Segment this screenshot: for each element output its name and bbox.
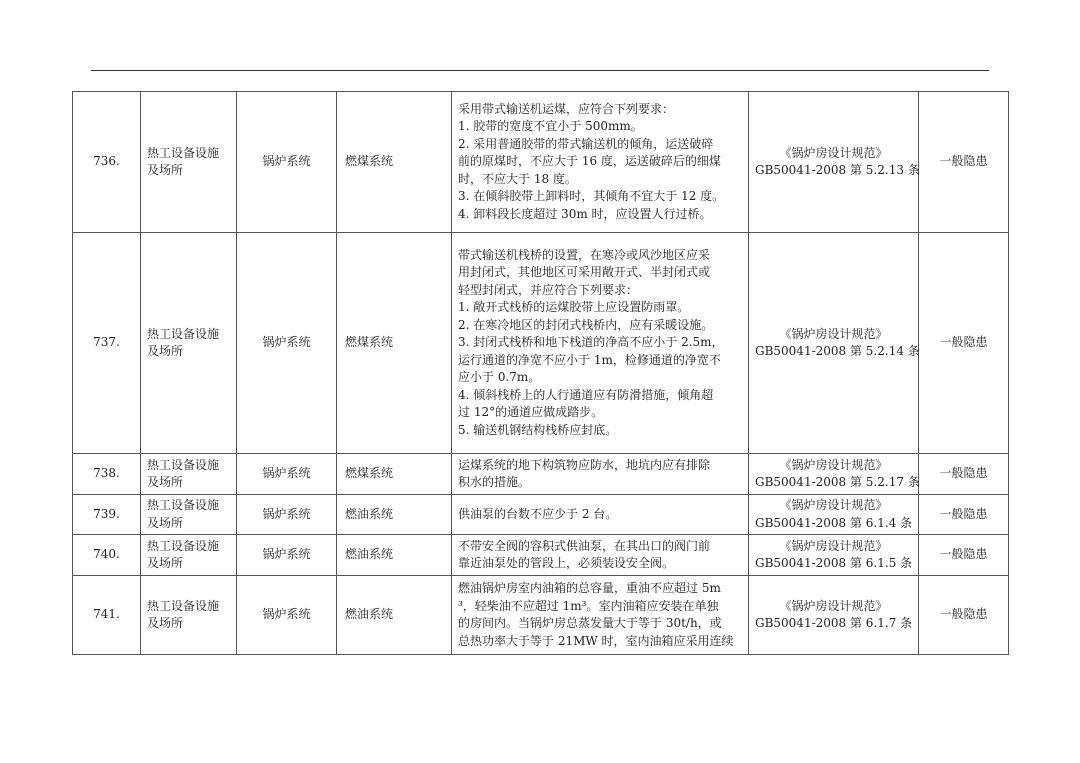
category-cell	[141, 454, 237, 495]
requirement-line: 用封闭式，其他地区可采用敞开式、半封闭式或	[458, 265, 711, 280]
hazard-level: 一般隐患	[919, 233, 1009, 454]
requirement-cell	[452, 233, 749, 454]
reference-line: 《锅炉房设计规范》	[779, 498, 888, 512]
item-number: 738.	[73, 454, 141, 495]
requirement-line: 采用带式输送机运煤，应符合下列要求：	[458, 101, 675, 116]
item-number: 740.	[73, 535, 141, 576]
system-cell: 锅炉系统	[237, 92, 337, 233]
category-cell	[141, 495, 237, 535]
category-cell	[141, 92, 237, 233]
requirement-line: 1. 胶带的宽度不宜小于 500mm。	[458, 119, 643, 134]
reference-line: GB50041-2008 第 5.2.13 条	[755, 163, 920, 177]
system-cell: 锅炉系统	[237, 576, 337, 655]
subsystem-cell: 燃煤系统	[337, 454, 452, 495]
requirement-cell	[452, 495, 749, 535]
requirement-line: 前的原煤时，不应大于 16 度，运送破碎后的细煤	[458, 154, 721, 169]
requirement-cell	[452, 454, 749, 495]
reference-line: 《锅炉房设计规范》	[779, 145, 888, 160]
requirement-line: 3. 封闭式栈桥和地下栈道的净高不应小于 2.5m，	[458, 335, 724, 350]
item-number: 741.	[73, 576, 141, 655]
table-row	[73, 92, 1009, 233]
reference-cell	[749, 535, 919, 576]
category-line: 热工设备设施	[147, 145, 220, 160]
table-row	[73, 495, 1009, 535]
category-line: 热工设备设施	[147, 457, 220, 472]
reference-line: GB50041-2008 第 6.1.7 条	[755, 616, 913, 630]
reference-line: GB50041-2008 第 6.1.4 条	[755, 515, 913, 530]
hazard-level: 一般隐患	[919, 92, 1009, 233]
item-number: 737.	[73, 233, 141, 454]
item-number: 736.	[73, 92, 141, 233]
category-cell	[141, 233, 237, 454]
requirement-line: 过 12°的通道应做成踏步。	[458, 405, 604, 420]
requirement-line: 1. 敞开式栈桥的运煤胶带上应设置防雨罩。	[458, 300, 690, 315]
reference-line: 《锅炉房设计规范》	[779, 598, 888, 613]
requirement-line: 带式输送机栈桥的设置，在寒冷或风沙地区应采	[458, 247, 711, 262]
system-cell: 锅炉系统	[237, 535, 337, 576]
category-line: 热工设备设施	[147, 598, 220, 613]
reference-line: GB50041-2008 第 5.2.17 条	[755, 475, 920, 489]
requirement-line: 靠近油泵处的管段上，必须装设安全阀。	[458, 556, 675, 570]
requirement-line: 总热功率大于等于 21MW 时，室内油箱应采用连续	[458, 633, 734, 648]
subsystem-cell: 燃油系统	[337, 495, 452, 535]
category-line: 及场所	[147, 344, 184, 358]
category-cell	[141, 535, 237, 576]
requirement-line: 积水的措施。	[458, 475, 531, 489]
reference-cell	[749, 454, 919, 495]
subsystem-cell: 燃煤系统	[337, 92, 452, 233]
hazard-level: 一般隐患	[919, 576, 1009, 655]
category-cell	[141, 576, 237, 655]
requirement-cell	[452, 535, 749, 576]
table-row	[73, 576, 1009, 655]
requirement-line: 应小于 0.7m。	[458, 370, 541, 385]
subsystem-cell: 燃油系统	[337, 576, 452, 655]
category-line: 及场所	[147, 163, 184, 177]
requirement-line: 3. 在倾斜胶带上卸料时，其倾角不宜大于 12 度。	[458, 189, 725, 204]
reference-line: 《锅炉房设计规范》	[779, 538, 888, 553]
subsystem-cell: 燃油系统	[337, 535, 452, 576]
system-cell: 锅炉系统	[237, 495, 337, 535]
requirement-cell	[452, 92, 749, 233]
category-line: 热工设备设施	[147, 498, 220, 512]
requirement-line: 4. 卸料段长度超过 30m 时，应设置人行过桥。	[458, 206, 712, 221]
requirement-line: 4. 倾斜栈桥上的人行通道应有防滑措施，倾角超	[458, 387, 714, 402]
category-line: 及场所	[147, 475, 184, 489]
table-row	[73, 233, 1009, 454]
hazard-level: 一般隐患	[919, 495, 1009, 535]
requirement-line: 2. 在寒冷地区的封闭式栈桥内，应有采暖设施。	[458, 317, 714, 332]
requirement-line: 轻型封闭式，并应符合下列要求：	[458, 282, 639, 297]
reference-line: 《锅炉房设计规范》	[779, 457, 888, 472]
reference-line: 《锅炉房设计规范》	[779, 326, 888, 341]
requirement-line: 时，不应大于 18 度。	[458, 171, 577, 186]
requirement-line: 不带安全阀的容积式供油泵，在其出口的阀门前	[458, 538, 711, 553]
requirement-line: 2. 采用普通胶带的带式输送机的倾角，运送破碎	[458, 136, 714, 151]
table-row	[73, 535, 1009, 576]
header-rule	[91, 70, 989, 71]
category-line: 热工设备设施	[147, 326, 220, 341]
requirement-line: 供油泵的台数不应少于 2 台。	[458, 506, 618, 521]
requirement-line: 燃油锅炉房室内油箱的总容量，重油不应超过 5m	[458, 581, 721, 595]
requirement-line: 5. 输送机钢结构栈桥应封底。	[458, 422, 618, 437]
reference-cell	[749, 92, 919, 233]
reference-cell	[749, 576, 919, 655]
hazard-level: 一般隐患	[919, 535, 1009, 576]
reference-cell	[749, 233, 919, 454]
system-cell: 锅炉系统	[237, 233, 337, 454]
requirement-line: 运行通道的净宽不应小于 1m，检修通道的净宽不	[458, 352, 721, 367]
requirement-line: ³，轻柴油不应超过 1m³。室内油箱应安装在单独	[458, 598, 719, 613]
category-line: 热工设备设施	[147, 538, 220, 553]
requirement-line: 的房间内。当锅炉房总蒸发量大于等于 30t/h，或	[458, 616, 722, 630]
system-cell: 锅炉系统	[237, 454, 337, 495]
category-line: 及场所	[147, 515, 184, 530]
table-row	[73, 454, 1009, 495]
subsystem-cell: 燃煤系统	[337, 233, 452, 454]
hazard-level: 一般隐患	[919, 454, 1009, 495]
hazard-table	[72, 91, 1009, 655]
reference-cell	[749, 495, 919, 535]
category-line: 及场所	[147, 556, 184, 570]
requirement-line: 运煤系统的地下构筑物应防水，地坑内应有排除	[458, 457, 711, 472]
requirement-cell	[452, 576, 749, 655]
reference-line: GB50041-2008 第 5.2.14 条	[755, 344, 920, 358]
item-number: 739.	[73, 495, 141, 535]
category-line: 及场所	[147, 616, 184, 630]
reference-line: GB50041-2008 第 6.1.5 条	[755, 556, 913, 570]
